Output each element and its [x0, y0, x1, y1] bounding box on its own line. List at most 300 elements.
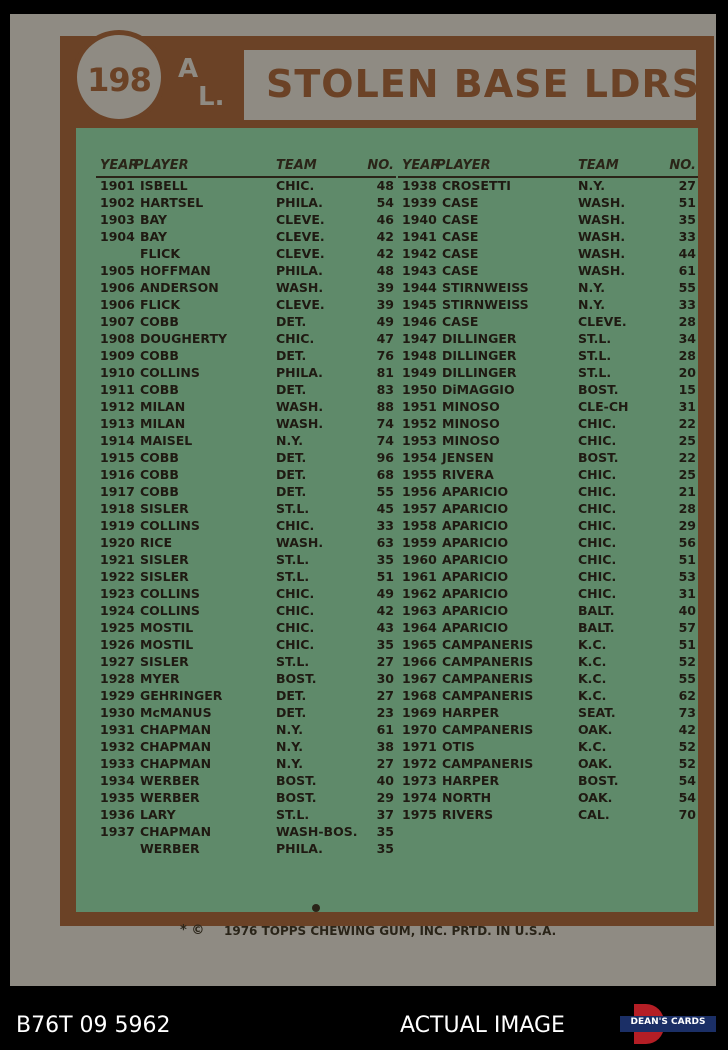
team-cell: DET.: [276, 348, 307, 363]
player-cell: COBB: [140, 382, 179, 397]
year-cell: 1903: [100, 212, 135, 227]
card-number: 198: [87, 61, 151, 99]
player-cell: CHAPMAN: [140, 722, 212, 737]
steals-cell: 96: [376, 450, 394, 465]
player-cell: DiMAGGIO: [442, 382, 515, 397]
player-cell: MINOSO: [442, 416, 500, 431]
team-cell: WASH.: [578, 263, 626, 278]
year-cell: 1967: [402, 671, 437, 686]
steals-cell: 55: [376, 484, 394, 499]
steals-cell: 51: [678, 637, 696, 652]
table-row: [96, 178, 396, 195]
team-cell: PHILA.: [276, 263, 323, 278]
steals-cell: 25: [678, 433, 696, 448]
year-cell: 1919: [100, 518, 135, 533]
table-row: [398, 416, 698, 433]
player-cell: COBB: [140, 348, 179, 363]
year-cell: 1928: [100, 671, 135, 686]
steals-cell: 28: [678, 348, 696, 363]
table-row: [398, 807, 698, 824]
table-row: [96, 569, 396, 586]
player-cell: DILLINGER: [442, 365, 517, 380]
year-cell: 1972: [402, 756, 437, 771]
team-cell: WASH.: [276, 416, 324, 431]
year-cell: 1944: [402, 280, 437, 295]
team-cell: CHIC.: [276, 586, 315, 601]
team-cell: N.Y.: [578, 178, 605, 193]
deans-cards-logo: [620, 1004, 716, 1044]
player-cell: CASE: [442, 246, 479, 261]
steals-cell: 74: [376, 416, 394, 431]
steals-cell: 27: [678, 178, 696, 193]
actual-image-label: ACTUAL IMAGE: [400, 1013, 565, 1038]
team-cell: ST.L.: [578, 331, 612, 346]
steals-cell: 42: [376, 246, 394, 261]
year-cell: 1965: [402, 637, 437, 652]
table-row: [96, 382, 396, 399]
steals-cell: 62: [678, 688, 696, 703]
player-cell: MAISEL: [140, 433, 193, 448]
steals-cell: 28: [678, 501, 696, 516]
player-cell: COBB: [140, 467, 179, 482]
steals-cell: 51: [678, 195, 696, 210]
steals-cell: 47: [376, 331, 394, 346]
year-cell: 1934: [100, 773, 135, 788]
steals-cell: 55: [678, 280, 696, 295]
year-cell: 1930: [100, 705, 135, 720]
table-row: [398, 263, 698, 280]
steals-cell: 46: [376, 212, 394, 227]
leaders-column-left: [96, 158, 396, 858]
steals-cell: 83: [376, 382, 394, 397]
player-cell: ISBELL: [140, 178, 188, 193]
table-row: [96, 246, 396, 263]
year-cell: 1951: [402, 399, 437, 414]
table-row: [398, 586, 698, 603]
team-cell: CHIC.: [578, 416, 617, 431]
steals-cell: 22: [678, 450, 696, 465]
steals-cell: 76: [376, 348, 394, 363]
player-cell: APARICIO: [442, 603, 509, 618]
year-cell: 1942: [402, 246, 437, 261]
player-cell: RIVERS: [442, 807, 494, 822]
left-rows: [96, 178, 396, 858]
year-cell: 1963: [402, 603, 437, 618]
player-cell: CASE: [442, 195, 479, 210]
table-row: [96, 433, 396, 450]
team-cell: PHILA.: [276, 195, 323, 210]
table-row: [96, 450, 396, 467]
team-cell: CHIC.: [276, 331, 315, 346]
steals-cell: 56: [678, 535, 696, 550]
steals-cell: 35: [678, 212, 696, 227]
header-year: YEAR: [402, 158, 441, 173]
team-cell: PHILA.: [276, 365, 323, 380]
table-row: [398, 637, 698, 654]
team-cell: BOST.: [578, 382, 619, 397]
player-cell: MINOSO: [442, 433, 500, 448]
year-cell: 1966: [402, 654, 437, 669]
table-row: [96, 518, 396, 535]
league-letter-l: L.: [198, 82, 225, 112]
player-cell: CAMPANERIS: [442, 671, 534, 686]
team-cell: CHIC.: [578, 552, 617, 567]
team-cell: OAK.: [578, 722, 613, 737]
steals-cell: 54: [376, 195, 394, 210]
player-cell: HARPER: [442, 705, 500, 720]
table-row: [398, 671, 698, 688]
steals-cell: 25: [678, 467, 696, 482]
year-cell: 1910: [100, 365, 135, 380]
team-cell: CHIC.: [578, 501, 617, 516]
steals-cell: 35: [376, 841, 394, 856]
steals-cell: 34: [678, 331, 696, 346]
year-cell: 1941: [402, 229, 437, 244]
table-row: [96, 756, 396, 773]
team-cell: ST.L.: [578, 348, 612, 363]
table-row: [96, 637, 396, 654]
steals-cell: 43: [376, 620, 394, 635]
table-row: [398, 331, 698, 348]
team-cell: ST.L.: [578, 365, 612, 380]
steals-cell: 27: [376, 756, 394, 771]
table-row: [96, 467, 396, 484]
table-row: [398, 348, 698, 365]
year-cell: 1962: [402, 586, 437, 601]
year-cell: 1948: [402, 348, 437, 363]
table-row: [96, 654, 396, 671]
team-cell: K.C.: [578, 739, 607, 754]
steals-cell: 28: [678, 314, 696, 329]
dot-icon: [312, 904, 320, 912]
table-row: [398, 297, 698, 314]
header-year: YEAR: [100, 158, 139, 173]
team-cell: CLEVE.: [276, 229, 325, 244]
table-row: [96, 229, 396, 246]
table-row: [96, 348, 396, 365]
steals-cell: 61: [678, 263, 696, 278]
player-cell: CAMPANERIS: [442, 688, 534, 703]
player-cell: COLLINS: [140, 586, 200, 601]
player-cell: COBB: [140, 450, 179, 465]
table-row: [398, 399, 698, 416]
year-cell: 1950: [402, 382, 437, 397]
table-row: [398, 467, 698, 484]
year-cell: 1969: [402, 705, 437, 720]
table-row: [96, 773, 396, 790]
player-cell: COBB: [140, 484, 179, 499]
steals-cell: 35: [376, 552, 394, 567]
table-row: [398, 246, 698, 263]
team-cell: N.Y.: [578, 297, 605, 312]
team-cell: CHIC.: [276, 620, 315, 635]
table-row: [398, 178, 698, 195]
steals-cell: 63: [376, 535, 394, 550]
team-cell: CHIC.: [578, 433, 617, 448]
steals-cell: 39: [376, 280, 394, 295]
steals-cell: 44: [678, 246, 696, 261]
year-cell: 1911: [100, 382, 135, 397]
team-cell: CLEVE.: [578, 314, 627, 329]
steals-cell: 73: [678, 705, 696, 720]
year-cell: 1918: [100, 501, 135, 516]
team-cell: ST.L.: [276, 569, 310, 584]
player-cell: RIVERA: [442, 467, 494, 482]
player-cell: APARICIO: [442, 535, 509, 550]
steals-cell: 54: [678, 790, 696, 805]
steals-cell: 30: [376, 671, 394, 686]
table-row: [96, 365, 396, 382]
table-row: [398, 501, 698, 518]
team-cell: K.C.: [578, 654, 607, 669]
year-cell: 1953: [402, 433, 437, 448]
team-cell: WASH.: [276, 535, 324, 550]
year-cell: 1955: [402, 467, 437, 482]
table-row: [96, 739, 396, 756]
table-row: [96, 586, 396, 603]
cert-number: B76T 09 5962: [16, 1013, 171, 1038]
steals-cell: 39: [376, 297, 394, 312]
steals-cell: 33: [678, 229, 696, 244]
player-cell: RICE: [140, 535, 172, 550]
year-cell: 1959: [402, 535, 437, 550]
year-cell: 1974: [402, 790, 437, 805]
steals-cell: 37: [376, 807, 394, 822]
player-cell: APARICIO: [442, 484, 509, 499]
player-cell: APARICIO: [442, 552, 509, 567]
team-cell: N.Y.: [276, 433, 303, 448]
steals-cell: 42: [376, 603, 394, 618]
steals-cell: 23: [376, 705, 394, 720]
logo-text: DEAN'S CARDS: [630, 1017, 706, 1027]
player-cell: SISLER: [140, 501, 189, 516]
player-cell: CASE: [442, 263, 479, 278]
player-cell: APARICIO: [442, 620, 509, 635]
table-row: [398, 518, 698, 535]
team-cell: BOST.: [276, 773, 317, 788]
year-cell: 1970: [402, 722, 437, 737]
year-cell: 1917: [100, 484, 135, 499]
player-cell: COLLINS: [140, 603, 200, 618]
year-cell: 1902: [100, 195, 135, 210]
steals-cell: 31: [678, 399, 696, 414]
year-cell: 1961: [402, 569, 437, 584]
team-cell: BOST.: [578, 450, 619, 465]
team-cell: WASH-BOS.: [276, 824, 358, 839]
team-cell: CLEVE.: [276, 246, 325, 261]
table-row: [96, 501, 396, 518]
year-cell: 1932: [100, 739, 135, 754]
table-row: [96, 841, 396, 858]
player-cell: STIRNWEISS: [442, 297, 529, 312]
header-player: PLAYER: [134, 158, 189, 173]
table-row: [96, 535, 396, 552]
player-cell: DOUGHERTY: [140, 331, 228, 346]
column-header: [96, 158, 396, 178]
steals-cell: 21: [678, 484, 696, 499]
steals-cell: 74: [376, 433, 394, 448]
team-cell: N.Y.: [276, 756, 303, 771]
steals-cell: 52: [678, 756, 696, 771]
player-cell: ANDERSON: [140, 280, 219, 295]
team-cell: BOST.: [276, 790, 317, 805]
table-row: [398, 688, 698, 705]
year-cell: 1964: [402, 620, 437, 635]
year-cell: 1925: [100, 620, 135, 635]
year-cell: 1935: [100, 790, 135, 805]
player-cell: APARICIO: [442, 518, 509, 533]
table-row: [398, 705, 698, 722]
year-cell: 1916: [100, 467, 135, 482]
steals-cell: 35: [376, 824, 394, 839]
header-no: NO.: [367, 158, 394, 173]
player-cell: BAY: [140, 229, 168, 244]
steals-cell: 55: [678, 671, 696, 686]
player-cell: MOSTIL: [140, 637, 194, 652]
team-cell: DET.: [276, 382, 307, 397]
player-cell: CASE: [442, 229, 479, 244]
card-title: STOLEN BASE LDRS: [266, 62, 701, 106]
table-row: [96, 620, 396, 637]
player-cell: CASE: [442, 212, 479, 227]
table-row: [96, 331, 396, 348]
year-cell: 1973: [402, 773, 437, 788]
player-cell: MYER: [140, 671, 180, 686]
table-row: [398, 790, 698, 807]
steals-cell: 15: [678, 382, 696, 397]
year-cell: 1954: [402, 450, 437, 465]
card-footer: 1976 TOPPS CHEWING GUM, INC. PRTD. IN U.S.A.: [224, 924, 557, 938]
year-cell: 1947: [402, 331, 437, 346]
player-cell: APARICIO: [442, 501, 509, 516]
year-cell: 1915: [100, 450, 135, 465]
player-cell: CAMPANERIS: [442, 722, 534, 737]
player-cell: MILAN: [140, 399, 186, 414]
player-cell: FLICK: [140, 246, 181, 261]
table-row: [398, 756, 698, 773]
year-cell: 1933: [100, 756, 135, 771]
year-cell: 1968: [402, 688, 437, 703]
steals-cell: 88: [376, 399, 394, 414]
year-cell: 1929: [100, 688, 135, 703]
table-row: [398, 212, 698, 229]
player-cell: LARY: [140, 807, 176, 822]
year-cell: 1912: [100, 399, 135, 414]
player-cell: CROSETTI: [442, 178, 511, 193]
player-cell: CAMPANERIS: [442, 654, 534, 669]
year-cell: 1914: [100, 433, 135, 448]
header-team: TEAM: [578, 158, 619, 173]
steals-cell: 70: [678, 807, 696, 822]
team-cell: BALT.: [578, 620, 615, 635]
team-cell: DET.: [276, 484, 307, 499]
table-row: [96, 671, 396, 688]
year-cell: 1949: [402, 365, 437, 380]
player-cell: MOSTIL: [140, 620, 194, 635]
player-cell: SISLER: [140, 654, 189, 669]
player-cell: CAMPANERIS: [442, 756, 534, 771]
steals-cell: 27: [376, 688, 394, 703]
year-cell: 1909: [100, 348, 135, 363]
team-cell: ST.L.: [276, 807, 310, 822]
year-cell: 1938: [402, 178, 437, 193]
player-cell: OTIS: [442, 739, 475, 754]
steals-cell: 40: [376, 773, 394, 788]
player-cell: APARICIO: [442, 586, 509, 601]
steals-cell: 33: [678, 297, 696, 312]
league-letter-a: A: [178, 54, 199, 84]
table-row: [96, 297, 396, 314]
table-row: [96, 688, 396, 705]
league-badge: [172, 52, 242, 116]
team-cell: N.Y.: [276, 739, 303, 754]
year-cell: 1956: [402, 484, 437, 499]
team-cell: DET.: [276, 467, 307, 482]
table-row: [398, 314, 698, 331]
player-cell: CHAPMAN: [140, 756, 212, 771]
team-cell: DET.: [276, 705, 307, 720]
steals-cell: 42: [678, 722, 696, 737]
team-cell: CHIC.: [276, 603, 315, 618]
table-row: [96, 399, 396, 416]
team-cell: CHIC.: [578, 467, 617, 482]
player-cell: HARPER: [442, 773, 500, 788]
table-row: [398, 365, 698, 382]
steals-cell: 51: [678, 552, 696, 567]
year-cell: 1952: [402, 416, 437, 431]
header-no: NO.: [669, 158, 696, 173]
year-cell: 1921: [100, 552, 135, 567]
steals-cell: 52: [678, 654, 696, 669]
team-cell: CLE-CH: [578, 399, 629, 414]
year-cell: 1927: [100, 654, 135, 669]
team-cell: BOST.: [276, 671, 317, 686]
year-cell: 1907: [100, 314, 135, 329]
year-cell: 1931: [100, 722, 135, 737]
column-header: [398, 158, 698, 178]
team-cell: DET.: [276, 450, 307, 465]
team-cell: PHILA.: [276, 841, 323, 856]
steals-cell: 31: [678, 586, 696, 601]
table-row: [398, 484, 698, 501]
table-row: [398, 229, 698, 246]
table-row: [398, 450, 698, 467]
steals-cell: 40: [678, 603, 696, 618]
steals-cell: 48: [376, 178, 394, 193]
table-row: [96, 722, 396, 739]
player-cell: SISLER: [140, 552, 189, 567]
team-cell: WASH.: [276, 280, 324, 295]
steals-cell: 53: [678, 569, 696, 584]
year-cell: 1960: [402, 552, 437, 567]
team-cell: CHIC.: [276, 518, 315, 533]
year-cell: 1958: [402, 518, 437, 533]
header-team: TEAM: [276, 158, 317, 173]
table-row: [398, 535, 698, 552]
team-cell: CHIC.: [276, 178, 315, 193]
right-rows: [398, 178, 698, 824]
table-row: [398, 382, 698, 399]
copyright-symbol: * ©: [180, 923, 205, 938]
year-cell: 1920: [100, 535, 135, 550]
steals-cell: 33: [376, 518, 394, 533]
steals-cell: 52: [678, 739, 696, 754]
table-row: [96, 603, 396, 620]
year-cell: 1913: [100, 416, 135, 431]
steals-cell: 20: [678, 365, 696, 380]
year-cell: 1945: [402, 297, 437, 312]
player-cell: JENSEN: [442, 450, 494, 465]
